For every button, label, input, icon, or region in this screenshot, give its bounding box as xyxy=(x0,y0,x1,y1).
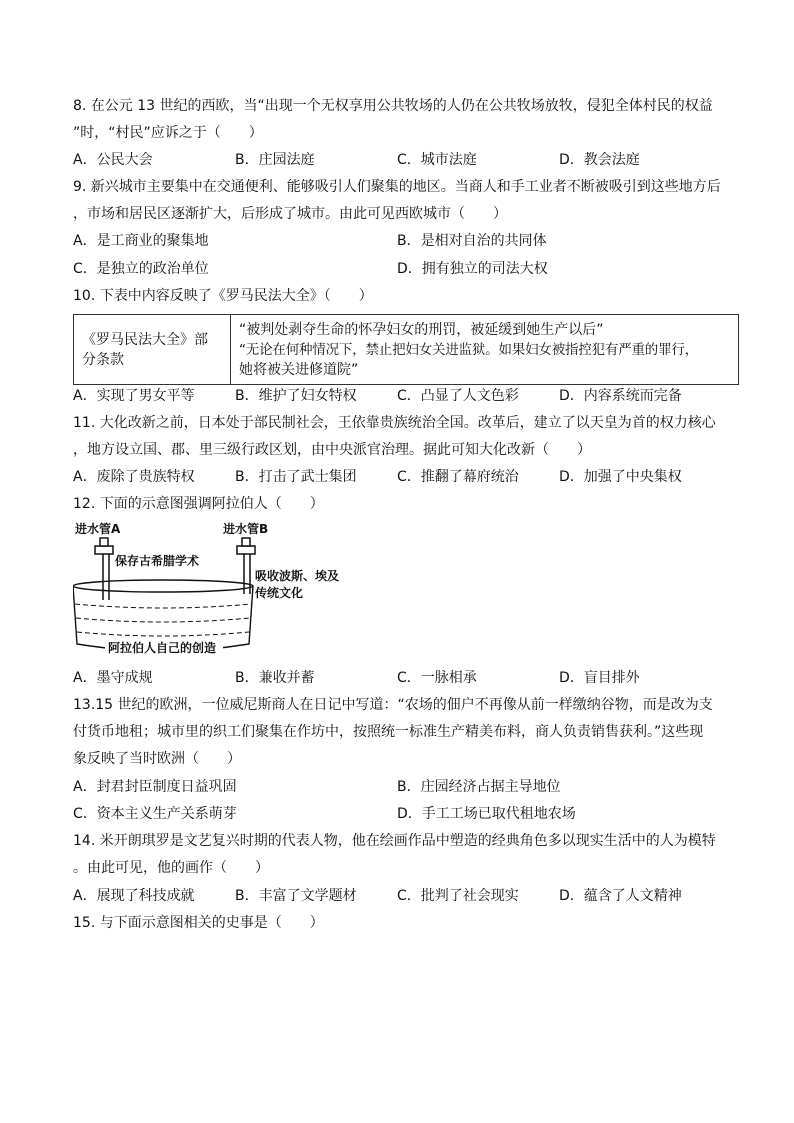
q13-stem-line1: 13.15 世纪的欧洲，一位威尼斯商人在日记中写道：“农场的佃户不再像从前一样缴纳谷物，而是改为支 xyxy=(73,697,713,713)
q10-table-right-line2: “无论在何种情况下，禁止把妇女关进监狱。如果妇女被指控犯有严重的罪行， xyxy=(239,341,698,358)
q12-stem: 12. 下面的示意图强调阿拉伯人（ ） xyxy=(73,496,324,512)
q9-stem-line1: 9. 新兴城市主要集中在交通便利、能够吸引人们聚集的地区。当商人和手工业者不断被吸引到这些地方后 xyxy=(73,179,721,195)
q9-option-a[interactable]: A．是工商业的聚集地 xyxy=(73,233,209,249)
q15-stem: 15. 与下面示意图相关的史事是（ ） xyxy=(73,915,324,931)
q10-option-a[interactable]: A．实现了男女平等 xyxy=(73,388,195,404)
input-a-label: 保存古希腊学术 xyxy=(115,554,200,568)
q12-figure xyxy=(73,522,353,662)
q8-option-a[interactable]: A．公民大会 xyxy=(73,152,153,168)
q11-option-a[interactable]: A．废除了贵族特权 xyxy=(73,469,195,485)
q13-option-a[interactable]: A．封君封臣制度日益巩固 xyxy=(73,779,237,795)
q11-options xyxy=(73,467,733,487)
q12-option-c[interactable]: C．一脉相承 xyxy=(397,670,477,686)
q12-option-d[interactable]: D．盲目排外 xyxy=(559,670,640,686)
q14-options xyxy=(73,886,733,906)
q12-option-a[interactable]: A．墨守成规 xyxy=(73,670,153,686)
q14-stem-line1: 14. 米开朗琪罗是文艺复兴时期的代表人物，他在绘画作品中塑造的经典角色多以现实生活中的人为模特 xyxy=(73,833,716,849)
q10-table-left-line1: 《罗马民法大全》部 xyxy=(82,331,208,348)
q8-options xyxy=(73,150,733,170)
q13-stem-line3: 象反映了当时欧洲（ ） xyxy=(73,751,241,767)
q14-option-d[interactable]: D．蕴含了人文精神 xyxy=(559,888,682,904)
input-b-label-line1: 吸收波斯、埃及 xyxy=(255,569,340,583)
q9-option-b[interactable]: B．是相对自治的共同体 xyxy=(397,233,547,249)
q9-options-row1 xyxy=(73,231,733,251)
q14-option-a[interactable]: A．展现了科技成就 xyxy=(73,888,195,904)
q10-options xyxy=(73,386,733,406)
q10-stem: 10. 下表中内容反映了《罗马民法大全》（ ） xyxy=(73,288,373,304)
q14-stem-line2: 。由此可见，他的画作（ ） xyxy=(73,860,269,876)
barrel-base-label: 阿拉伯人自己的创造 xyxy=(108,641,217,655)
q11-option-d[interactable]: D．加强了中央集权 xyxy=(559,469,682,485)
q10-option-c[interactable]: C．凸显了人文色彩 xyxy=(397,388,519,404)
q14-option-c[interactable]: C．批判了社会现实 xyxy=(397,888,519,904)
q13-options-row2 xyxy=(73,804,733,824)
q8-stem-line1: 8. 在公元 13 世纪的西欧，当“出现一个无权享用公共牧场的人仍在公共牧场放牧，侵犯全体村民的权益 xyxy=(73,98,713,114)
q12-options xyxy=(73,668,733,688)
q13-option-c[interactable]: C．资本主义生产关系萌芽 xyxy=(73,806,237,822)
q13-options-row1 xyxy=(73,777,733,797)
q10-option-b[interactable]: B．维护了妇女特权 xyxy=(235,388,357,404)
q10-table-right-cell xyxy=(231,315,739,385)
q10-table-right-line3: 她将被关进修道院” xyxy=(239,361,359,378)
q9-option-d[interactable]: D．拥有独立的司法大权 xyxy=(397,261,548,277)
q9-stem-line2: ，市场和居民区逐渐扩大，后形成了城市。由此可见西欧城市（ ） xyxy=(73,206,507,222)
q8-option-c[interactable]: C．城市法庭 xyxy=(397,152,477,168)
q11-stem-line2: ，地方设立国、郡、里三级行政区划，由中央派官治理。据此可知大化改新（ ） xyxy=(73,442,591,458)
q11-option-c[interactable]: C．推翻了幕府统治 xyxy=(397,469,519,485)
q13-option-d[interactable]: D．手工工场已取代租地农场 xyxy=(397,806,576,822)
q13-stem-line2: 付货币地租；城市里的织工们聚集在作坊中，按照统一标准生产精美布料，商人负责销售获利。”这些现 xyxy=(73,724,704,740)
input-b-label-line2: 传统文化 xyxy=(255,586,304,600)
q10-table-right-line1: “被判处剥夺生命的怀孕妇女的刑罚，被延缓到她生产以后” xyxy=(239,321,604,338)
q11-option-b[interactable]: B．打击了武士集团 xyxy=(235,469,357,485)
q8-option-b[interactable]: B．庄园法庭 xyxy=(235,152,315,168)
q10-table-left-line2: 分条款 xyxy=(82,351,124,368)
q11-stem-line1: 11. 大化改新之前，日本处于部民制社会，王依靠贵族统治全国。改革后，建立了以天皇为首的权力核心 xyxy=(73,415,716,431)
q10-table-left-cell xyxy=(74,315,231,385)
q13-option-b[interactable]: B．庄园经济占据主导地位 xyxy=(397,779,561,795)
q14-option-b[interactable]: B．丰富了文学题材 xyxy=(235,888,357,904)
q8-option-d[interactable]: D．教会法庭 xyxy=(559,152,640,168)
q10-table xyxy=(73,314,739,385)
q9-options-row2 xyxy=(73,259,733,279)
q8-stem-line2: ”时，“村民”应诉之于（ ） xyxy=(73,125,263,141)
q12-option-b[interactable]: B．兼收并蓄 xyxy=(235,670,315,686)
pipe-b-label: 进水管B xyxy=(223,522,269,536)
pipe-a-label: 进水管A xyxy=(75,522,121,536)
q9-option-c[interactable]: C．是独立的政治单位 xyxy=(73,261,209,277)
q10-option-d[interactable]: D．内容系统而完备 xyxy=(559,388,682,404)
